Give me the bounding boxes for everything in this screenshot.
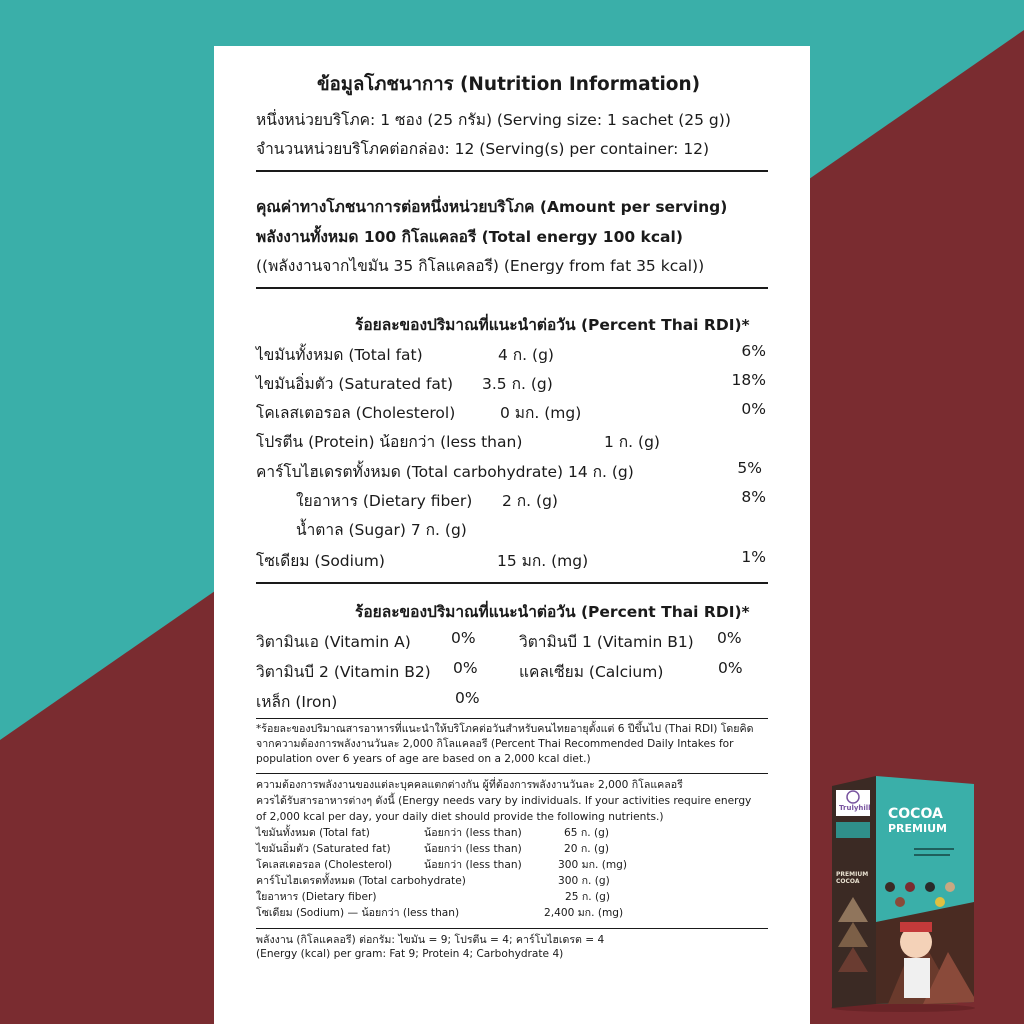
product-box-image [828,772,978,1012]
needs-row-name: โคเลสเตอรอล (Cholesterol) [256,859,393,871]
nutrient-amount: 0 มก. (mg) [500,404,582,422]
product-subtitle: PREMIUM [888,822,947,835]
amount-per-serving: คุณค่าทางโภชนาการต่อหนึ่งหน่วยบริโภค (Amount per serving) [256,198,728,216]
energy-from-fat: ((พลังงานจากไขมัน 35 กิโลแคลอรี) (Energy from fat 35 kcal)) [256,257,705,275]
vitamin-percent: 0% [717,629,742,647]
nutrient-name: ใยอาหาร (Dietary fiber) [296,492,473,510]
vitamin-percent: 0% [455,689,480,707]
divider [256,718,768,719]
needs-row-value: 300 ก. (g) [558,875,610,887]
divider [256,170,768,172]
vitamin-name: เหล็ก (Iron) [256,693,338,711]
needs-row-qual: น้อยกว่า (less than) [424,827,522,839]
needs-row-name: ใยอาหาร (Dietary fiber) [256,891,377,903]
label-title: ข้อมูลโภชนาการ (Nutrition Information) [317,74,701,95]
vitamin-name: วิตามินบี 2 (Vitamin B2) [256,663,431,681]
vitamin-percent: 0% [718,659,743,677]
nutrient-name: โปรตีน (Protein) น้อยกว่า (less than) [256,433,523,451]
needs-row-name: คาร์โบไฮเดรตทั้งหมด (Total carbohydrate) [256,875,466,887]
needs-row-value: 25 ก. (g) [565,891,610,903]
nutrient-percent: 6% [741,342,766,360]
divider [256,928,768,929]
total-energy: พลังงานทั้งหมด 100 กิโลแคลอรี (Total energy 100 kcal) [256,228,683,246]
divider [256,773,768,774]
nutrient-percent: 1% [741,548,766,566]
needs-row-value: 2,400 มก. (mg) [544,907,624,919]
nutrient-amount: 2 ก. (g) [502,492,558,510]
vitamin-name: วิตามินเอ (Vitamin A) [256,633,411,651]
divider [256,582,768,584]
vitamin-name: แคลเซียม (Calcium) [519,663,664,681]
footnote-line: จากความต้องการพลังงานวันละ 2,000 กิโลแคลอรี (Percent Thai Recommended Daily Intakes for [256,738,734,750]
nutrient-percent: 8% [741,488,766,506]
nutrient-name: ไขมันทั้งหมด (Total fat) [256,346,423,364]
needs-line: ความต้องการพลังงานของแต่ละบุคคลแตกต่างกัน ผู้ที่ต้องการพลังงานวันละ 2,000 กิโลแคลอรี [256,779,683,791]
serving-size: หนึ่งหน่วยบริโภค: 1 ซอง (25 กรัม) (Serving size: 1 sachet (25 g)) [256,111,731,129]
nutrient-percent: 18% [731,371,766,389]
vitamin-percent: 0% [453,659,478,677]
needs-row-value: 65 ก. (g) [564,827,609,839]
nutrient-name: น้ำตาล (Sugar) 7 ก. (g) [296,521,467,539]
rdi-heading: ร้อยละของปริมาณที่แนะนำต่อวัน (Percent Thai RDI)* [355,603,750,621]
divider [256,287,768,289]
nutrient-name: โซเดียม (Sodium) [256,552,385,570]
rdi-heading: ร้อยละของปริมาณที่แนะนำต่อวัน (Percent Thai RDI)* [355,316,750,334]
nutrient-amount: 1 ก. (g) [604,433,660,451]
nutrient-name: ไขมันอิ่มตัว (Saturated fat) [256,375,454,393]
energy-per-gram: พลังงาน (กิโลแคลอรี) ต่อกรัม: ไขมัน = 9; โปรตีน = 4; คาร์โบไฮเดรต = 4 [256,934,605,946]
nutrient-percent: 0% [741,400,766,418]
nutrient-name: โคเลสเตอรอล (Cholesterol) [256,404,456,422]
footnote-line: *ร้อยละของปริมาณสารอาหารที่แนะนำให้บริโภคต่อวันสำหรับคนไทยอายุตั้งแต่ 6 ปีขึ้นไป (Thai RDI) โดยคิด [256,723,754,735]
needs-row-qual: น้อยกว่า (less than) [424,843,522,855]
needs-line: of 2,000 kcal per day, your daily diet should provide the following nutrients.) [256,811,664,823]
needs-line: ควรได้รับสารอาหารต่างๆ ดังนี้ (Energy needs vary by individuals. If your activities require energy [256,795,752,807]
needs-row-name: ไขมันทั้งหมด (Total fat) [256,827,370,839]
product-title: COCOA [888,806,943,822]
nutrient-percent: 5% [737,459,762,477]
vitamin-percent: 0% [451,629,476,647]
servings-per-container: จำนวนหน่วยบริโภคต่อกล่อง: 12 (Serving(s) per container: 12) [256,140,710,158]
needs-row-value: 20 ก. (g) [564,843,609,855]
energy-per-gram: (Energy (kcal) per gram: Fat 9; Protein 4; Carbohydrate 4) [256,948,564,960]
nutrient-amount: 15 มก. (mg) [497,552,589,570]
nutrient-amount: 4 ก. (g) [498,346,554,364]
needs-row-name: ไขมันอิ่มตัว (Saturated fat) [256,843,391,855]
product-brand: Trulyhill [839,804,871,812]
needs-row-name: โซเดียม (Sodium) — น้อยกว่า (less than) [256,907,460,919]
vitamin-name: วิตามินบี 1 (Vitamin B1) [519,633,694,651]
product-side-label: PREMIUM COCOA [836,871,869,885]
needs-row-qual: น้อยกว่า (less than) [424,859,522,871]
nutrient-name: คาร์โบไฮเดรตทั้งหมด (Total carbohydrate) 14 ก. (g) [256,463,634,481]
footnote-line: population over 6 years of age are based on a 2,000 kcal diet.) [256,753,591,765]
nutrient-amount: 3.5 ก. (g) [482,375,553,393]
needs-row-value: 300 มก. (mg) [558,859,628,871]
